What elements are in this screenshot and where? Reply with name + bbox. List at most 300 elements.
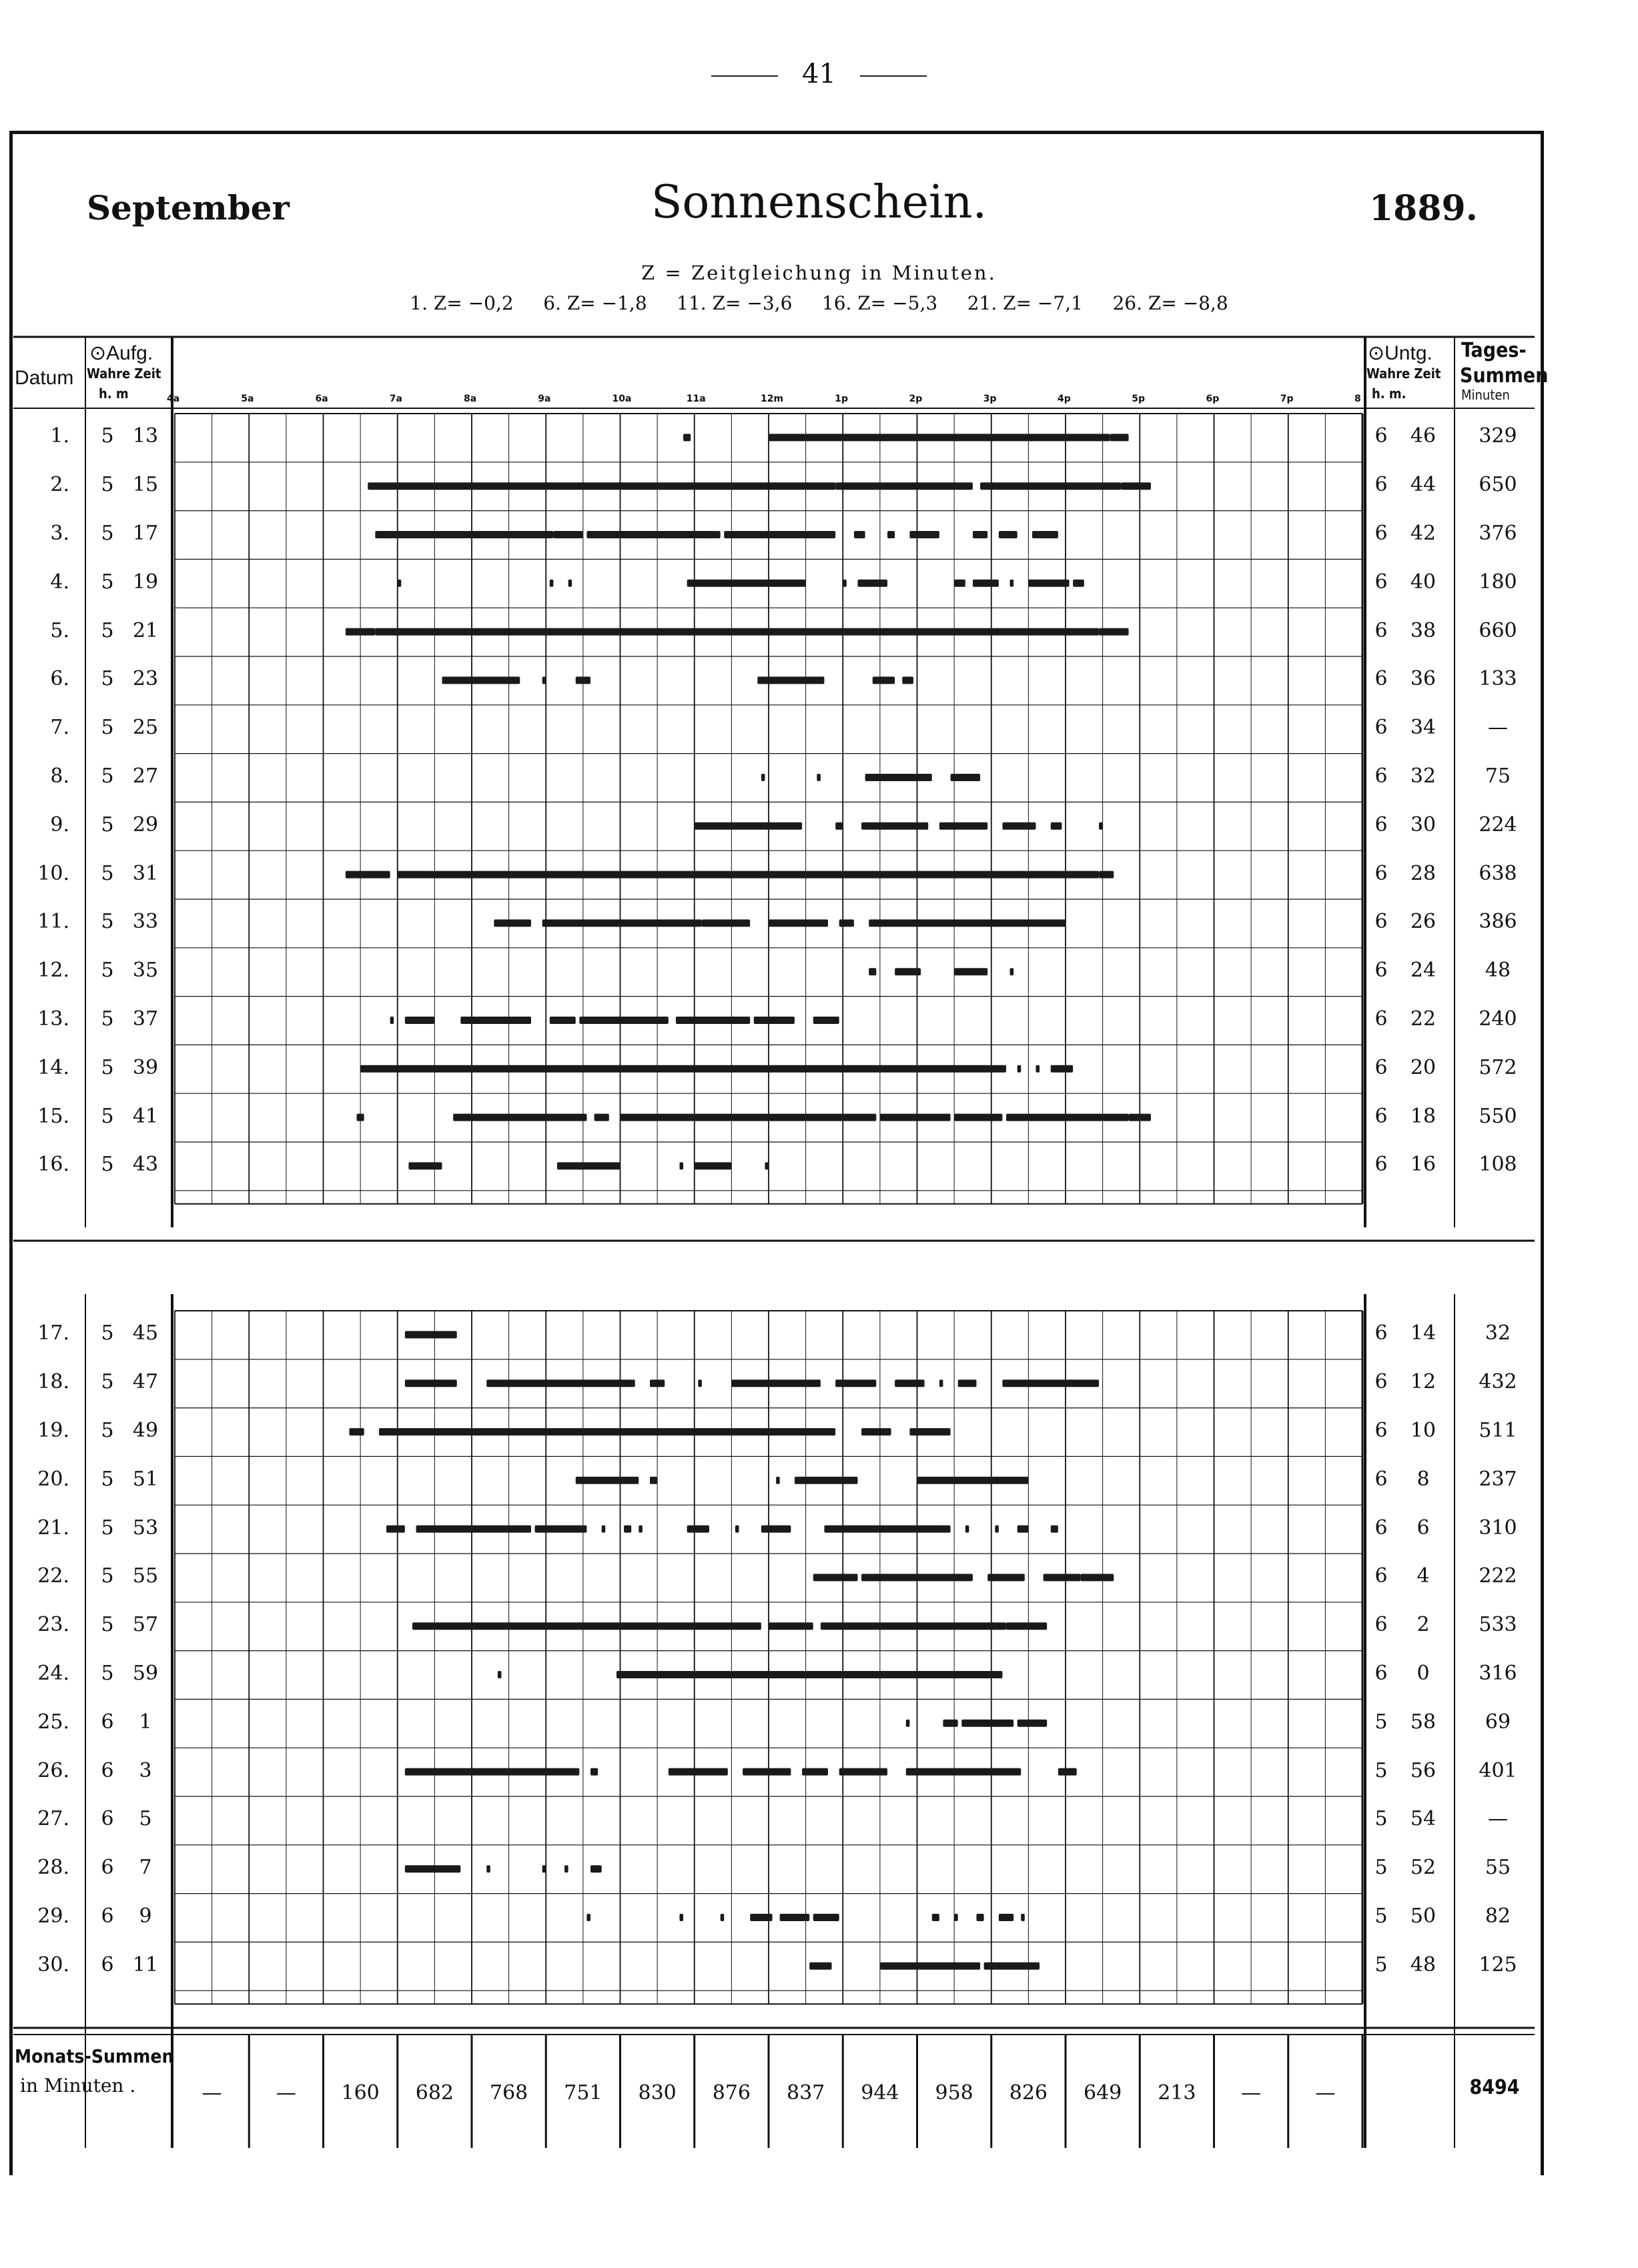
page-number-text: 41 bbox=[802, 59, 836, 89]
sunshine-trace bbox=[564, 1865, 568, 1872]
monthly-sum-cell: 160 bbox=[341, 2081, 380, 2105]
sunshine-trace bbox=[590, 1865, 602, 1872]
sunshine-trace bbox=[909, 531, 939, 538]
sunshine-trace bbox=[621, 1114, 769, 1121]
sunset-hour-cell: 6 bbox=[1374, 522, 1388, 545]
sunset-hour-cell: 6 bbox=[1374, 1419, 1388, 1442]
daily-sum-cell: 310 bbox=[1479, 1516, 1517, 1540]
sunset-minute-cell: 52 bbox=[1410, 1856, 1437, 1880]
sunshine-trace bbox=[669, 1768, 728, 1776]
sunrise-hour-cell: 5 bbox=[101, 1321, 114, 1345]
sunshine-trace bbox=[1017, 1065, 1021, 1073]
sunrise-minute-cell: 31 bbox=[132, 861, 159, 885]
sunshine-trace bbox=[965, 1526, 969, 1533]
sunset-minute-cell: 48 bbox=[1410, 1952, 1437, 1976]
sunset-minute-cell: 26 bbox=[1410, 910, 1437, 934]
sunset-minute-cell: 2 bbox=[1416, 1613, 1430, 1637]
grand-total-cell: 8494 bbox=[1469, 2076, 1520, 2099]
daily-sum-cell: 75 bbox=[1485, 764, 1511, 788]
sunshine-trace bbox=[895, 1379, 925, 1387]
daily-sum-cell: 55 bbox=[1485, 1856, 1511, 1880]
sunrise-hour-cell: 5 bbox=[101, 424, 114, 448]
sunshine-trace bbox=[550, 1017, 576, 1024]
sunshine-trace bbox=[813, 1574, 858, 1581]
datum-header: Datum bbox=[15, 367, 74, 389]
hour-tick-label: 6a bbox=[315, 394, 328, 404]
date-cell: 14. bbox=[37, 1055, 69, 1079]
sunrise-hour-cell: 5 bbox=[101, 1662, 114, 1685]
sunshine-trace bbox=[386, 1526, 405, 1533]
sunrise-minute-cell: 5 bbox=[139, 1807, 152, 1831]
sunshine-trace bbox=[1032, 531, 1058, 538]
date-cell: 10. bbox=[37, 861, 69, 885]
sunshine-trace bbox=[442, 676, 520, 684]
sunset-minute-cell: 10 bbox=[1410, 1419, 1437, 1442]
daily-sum-cell: — bbox=[1488, 1807, 1508, 1831]
sunshine-trace bbox=[405, 1865, 460, 1872]
hour-tick-label: 6p bbox=[1206, 394, 1220, 404]
sunset-minute-cell: 22 bbox=[1410, 1007, 1437, 1031]
sunshine-trace bbox=[765, 1162, 769, 1169]
sunshine-trace bbox=[824, 1526, 950, 1533]
sunshine-trace bbox=[568, 580, 572, 587]
sunrise-hour-cell: 5 bbox=[101, 1153, 114, 1177]
sunrise-hour-cell: 5 bbox=[101, 716, 114, 740]
sunshine-trace bbox=[802, 1768, 828, 1776]
sunrise-hour-cell: 5 bbox=[101, 667, 114, 691]
sunshine-trace bbox=[453, 1114, 586, 1121]
daily-sum-cell: 316 bbox=[1479, 1662, 1517, 1685]
sunshine-trace bbox=[702, 919, 750, 927]
sunset-true-time-header: Wahre Zeit bbox=[1366, 366, 1441, 382]
sunshine-trace bbox=[1028, 580, 1069, 587]
date-cell: 3. bbox=[50, 522, 69, 545]
daily-sum-cell: 650 bbox=[1479, 473, 1517, 497]
sunshine-trace bbox=[780, 1914, 810, 1921]
daily-sum-cell: 660 bbox=[1479, 618, 1517, 642]
sunrise-minute-cell: 1 bbox=[139, 1710, 152, 1734]
sunshine-trace bbox=[553, 531, 583, 538]
daily-sum-cell: — bbox=[1488, 716, 1508, 740]
sunrise-hour-cell: 6 bbox=[101, 1904, 114, 1928]
sunshine-trace bbox=[550, 580, 554, 587]
sunrise-hour-cell: 6 bbox=[101, 1710, 114, 1734]
sunshine-trace bbox=[405, 1331, 457, 1338]
sunrise-hour-cell: 5 bbox=[101, 1055, 114, 1079]
sunshine-trace bbox=[906, 1720, 910, 1727]
sunshine-trace bbox=[873, 676, 895, 684]
sunshine-trace bbox=[954, 1114, 1002, 1121]
sunshine-trace bbox=[1051, 1526, 1058, 1533]
monthly-sum-cell: — bbox=[1241, 2081, 1262, 2105]
sunshine-trace bbox=[1021, 1914, 1025, 1921]
sunrise-minute-cell: 29 bbox=[132, 812, 159, 836]
sunshine-trace bbox=[1006, 1622, 1047, 1630]
sunset-hour-cell: 6 bbox=[1374, 1153, 1388, 1177]
sunshine-trace bbox=[695, 822, 802, 830]
sunshine-trace bbox=[1006, 1114, 1129, 1121]
hour-tick-label: 10a bbox=[612, 394, 632, 404]
sunshine-trace bbox=[542, 1865, 546, 1872]
date-cell: 21. bbox=[37, 1516, 69, 1540]
sunset-minute-cell: 46 bbox=[1410, 424, 1437, 448]
sunshine-trace bbox=[973, 531, 987, 538]
sunshine-trace bbox=[1073, 580, 1084, 587]
sunrise-minute-cell: 11 bbox=[132, 1952, 159, 1976]
sunshine-trace bbox=[769, 1114, 876, 1121]
monthly-sum-cell: 826 bbox=[1009, 2081, 1048, 2105]
sunset-header: ⊙Untg. bbox=[1368, 342, 1432, 364]
monthly-sum-cell: — bbox=[276, 2081, 296, 2105]
hour-tick-label: 5p bbox=[1132, 394, 1146, 404]
date-cell: 23. bbox=[37, 1613, 69, 1637]
monthly-sum-cell: — bbox=[201, 2081, 222, 2105]
sunset-hour-cell: 6 bbox=[1374, 618, 1388, 642]
date-cell: 13. bbox=[37, 1007, 69, 1031]
sunshine-trace bbox=[769, 919, 828, 927]
hour-tick-label: 12m bbox=[761, 394, 784, 404]
hour-tick-label: 9a bbox=[538, 394, 551, 404]
sunshine-trace bbox=[869, 968, 876, 975]
equation-value: 21. Z= −7,1 bbox=[967, 292, 1083, 314]
sunshine-trace bbox=[761, 1526, 791, 1533]
date-cell: 5. bbox=[50, 618, 69, 642]
sunshine-trace bbox=[405, 1379, 457, 1387]
sunshine-trace bbox=[943, 1720, 957, 1727]
sunset-hour-cell: 6 bbox=[1374, 1321, 1388, 1345]
sunset-minute-cell: 50 bbox=[1410, 1904, 1437, 1928]
sunset-hour-cell: 5 bbox=[1374, 1856, 1388, 1880]
sunrise-hour-cell: 5 bbox=[101, 910, 114, 934]
sunshine-trace bbox=[995, 1526, 999, 1533]
sunshine-trace bbox=[1080, 1574, 1114, 1581]
sunrise-minute-cell: 49 bbox=[132, 1419, 159, 1442]
daily-sum-cell: 376 bbox=[1479, 522, 1517, 545]
sunrise-minute-cell: 15 bbox=[132, 473, 159, 497]
sunset-hour-cell: 6 bbox=[1374, 910, 1388, 934]
sunshine-trace bbox=[858, 580, 888, 587]
sunshine-trace bbox=[869, 919, 1066, 927]
sunshine-trace bbox=[375, 628, 1099, 636]
sunshine-trace bbox=[839, 1768, 887, 1776]
sunshine-trace bbox=[1129, 1114, 1151, 1121]
sunrise-hour-cell: 6 bbox=[101, 1807, 114, 1831]
monthly-sum-cell: 876 bbox=[712, 2081, 751, 2105]
sunshine-trace bbox=[349, 1428, 364, 1436]
date-cell: 30. bbox=[37, 1952, 69, 1976]
sunshine-trace bbox=[698, 1379, 702, 1387]
sunshine-trace bbox=[1044, 1574, 1081, 1581]
sunshine-trace bbox=[735, 1526, 739, 1533]
sunset-hour-cell: 6 bbox=[1374, 1613, 1388, 1637]
sunset-minute-cell: 8 bbox=[1416, 1467, 1430, 1491]
sunshine-trace bbox=[1017, 1720, 1048, 1727]
sunshine-trace bbox=[1051, 822, 1062, 830]
sunrise-hour-cell: 5 bbox=[101, 473, 114, 497]
sunset-minute-cell: 20 bbox=[1410, 1055, 1437, 1079]
sunshine-trace bbox=[586, 1914, 590, 1921]
sunrise-hour-cell: 5 bbox=[101, 1613, 114, 1637]
sunset-minute-cell: 40 bbox=[1410, 570, 1437, 594]
date-cell: 12. bbox=[37, 959, 69, 983]
sunrise-hour-cell: 5 bbox=[101, 959, 114, 983]
sunshine-trace bbox=[379, 1428, 835, 1436]
sunshine-trace bbox=[954, 1914, 958, 1921]
date-cell: 29. bbox=[37, 1904, 69, 1928]
monthly-sum-cell: 649 bbox=[1083, 2081, 1122, 2105]
sunshine-trace bbox=[695, 1162, 732, 1169]
monthly-sum-cell: 682 bbox=[415, 2081, 454, 2105]
date-cell: 4. bbox=[50, 570, 69, 594]
daily-sum-header-3: Minuten bbox=[1461, 387, 1510, 403]
sunshine-trace bbox=[408, 1162, 442, 1169]
sunshine-trace bbox=[617, 1671, 1003, 1678]
sunshine-trace bbox=[486, 1865, 490, 1872]
date-cell: 15. bbox=[37, 1104, 69, 1128]
sunshine-trace bbox=[757, 676, 824, 684]
daily-sum-cell: 224 bbox=[1479, 812, 1517, 836]
sunshine-trace bbox=[1036, 1065, 1040, 1073]
sunrise-minute-cell: 19 bbox=[132, 570, 159, 594]
sunshine-trace bbox=[795, 1477, 858, 1484]
sunset-minute-cell: 56 bbox=[1410, 1758, 1437, 1782]
sunshine-trace bbox=[1051, 1065, 1073, 1073]
date-cell: 20. bbox=[37, 1467, 69, 1491]
sunset-hour-cell: 5 bbox=[1374, 1807, 1388, 1831]
equation-value: 1. Z= −0,2 bbox=[410, 292, 514, 314]
sunset-minute-cell: 42 bbox=[1410, 522, 1437, 545]
sunshine-trace bbox=[486, 1379, 635, 1387]
sunshine-trace bbox=[939, 1379, 943, 1387]
sunshine-trace bbox=[602, 1526, 606, 1533]
sunshine-trace bbox=[951, 774, 981, 781]
sunshine-trace bbox=[776, 1477, 780, 1484]
sunrise-hour-cell: 5 bbox=[101, 570, 114, 594]
sunshine-trace bbox=[676, 1017, 750, 1024]
daily-sum-cell: 108 bbox=[1479, 1153, 1517, 1177]
date-cell: 28. bbox=[37, 1856, 69, 1880]
sunshine-trace bbox=[1002, 1379, 1099, 1387]
sunshine-trace bbox=[835, 822, 843, 830]
sunshine-trace bbox=[498, 1671, 502, 1678]
sunshine-trace bbox=[984, 1962, 1040, 1970]
sunshine-trace bbox=[939, 822, 987, 830]
sunset-hour-cell: 6 bbox=[1374, 473, 1388, 497]
sunshine-trace bbox=[639, 1526, 643, 1533]
sunset-hour-cell: 5 bbox=[1374, 1710, 1388, 1734]
sunset-hour-cell: 6 bbox=[1374, 1007, 1388, 1031]
sunrise-minute-cell: 57 bbox=[132, 1613, 159, 1637]
sunrise-hour-cell: 5 bbox=[101, 1419, 114, 1442]
sunset-minute-cell: 12 bbox=[1410, 1370, 1437, 1394]
hour-tick-label: 7p bbox=[1280, 394, 1294, 404]
sunshine-trace bbox=[754, 1017, 795, 1024]
sunrise-hour-cell: 5 bbox=[101, 1104, 114, 1128]
sunshine-trace bbox=[861, 1574, 973, 1581]
date-cell: 17. bbox=[37, 1321, 69, 1345]
monthly-sum-cell: 944 bbox=[861, 2081, 899, 2105]
sunshine-trace bbox=[405, 1768, 579, 1776]
sunrise-minute-cell: 43 bbox=[132, 1153, 159, 1177]
sunrise-minute-cell: 45 bbox=[132, 1321, 159, 1345]
page-title: Sonnenschein. bbox=[651, 176, 987, 229]
sunset-hour-cell: 6 bbox=[1374, 1516, 1388, 1540]
sunshine-trace bbox=[1017, 1526, 1029, 1533]
date-cell: 16. bbox=[37, 1153, 69, 1177]
sunrise-minute-cell: 39 bbox=[132, 1055, 159, 1079]
daily-sum-cell: 572 bbox=[1479, 1055, 1517, 1079]
sunshine-trace bbox=[880, 1962, 980, 1970]
sunset-minute-cell: 54 bbox=[1410, 1807, 1437, 1831]
sunshine-trace bbox=[880, 1114, 951, 1121]
sunshine-trace bbox=[576, 676, 590, 684]
sunshine-trace bbox=[1099, 822, 1103, 830]
daily-sum-cell: 638 bbox=[1479, 861, 1517, 885]
sunshine-trace bbox=[576, 1477, 639, 1484]
equation-value: 26. Z= −8,8 bbox=[1112, 292, 1228, 314]
sunrise-minute-cell: 51 bbox=[132, 1467, 159, 1491]
sunshine-trace bbox=[724, 531, 835, 538]
sunset-minute-cell: 30 bbox=[1410, 812, 1437, 836]
sunshine-trace bbox=[973, 580, 999, 587]
sunset-minute-cell: 28 bbox=[1410, 861, 1437, 885]
daily-sum-cell: 48 bbox=[1485, 959, 1511, 983]
sunrise-hour-cell: 6 bbox=[101, 1952, 114, 1976]
sunset-hour-cell: 6 bbox=[1374, 1467, 1388, 1491]
sunset-hour-cell: 6 bbox=[1374, 861, 1388, 885]
sunrise-minute-cell: 25 bbox=[132, 716, 159, 740]
equation-value: 6. Z= −1,8 bbox=[543, 292, 647, 314]
hour-tick-label: 7a bbox=[389, 394, 402, 404]
sunshine-trace bbox=[861, 822, 928, 830]
sunrise-minute-cell: 55 bbox=[132, 1564, 159, 1588]
sunset-hour-cell: 6 bbox=[1374, 716, 1388, 740]
sunrise-hour-cell: 5 bbox=[101, 1007, 114, 1031]
sunset-hour-cell: 6 bbox=[1374, 764, 1388, 788]
date-cell: 1. bbox=[50, 424, 69, 448]
sunrise-hour-cell: 5 bbox=[101, 861, 114, 885]
sunrise-header: ⊙Aufg. bbox=[89, 342, 153, 364]
hour-tick-label: 8 bbox=[1354, 394, 1361, 404]
date-cell: 19. bbox=[37, 1419, 69, 1442]
daily-sum-cell: 432 bbox=[1479, 1370, 1517, 1394]
daily-sum-cell: 133 bbox=[1479, 667, 1517, 691]
sunshine-trace bbox=[895, 968, 921, 975]
sunset-hour-cell: 6 bbox=[1374, 570, 1388, 594]
sunshine-trace bbox=[346, 871, 390, 879]
sunshine-trace bbox=[412, 1622, 761, 1630]
sunset-hour-cell: 6 bbox=[1374, 667, 1388, 691]
sunrise-hour-cell: 5 bbox=[101, 1467, 114, 1491]
sunshine-trace bbox=[961, 1720, 1013, 1727]
sunrise-minute-cell: 23 bbox=[132, 667, 159, 691]
daily-sum-cell: 533 bbox=[1479, 1613, 1517, 1637]
sunset-hour-cell: 6 bbox=[1374, 1370, 1388, 1394]
daily-sum-cell: 401 bbox=[1479, 1758, 1517, 1782]
daily-sum-cell: 125 bbox=[1479, 1952, 1517, 1976]
sunshine-trace bbox=[579, 1017, 669, 1024]
date-cell: 8. bbox=[50, 764, 69, 788]
sunshine-trace bbox=[398, 580, 402, 587]
equation-value: 11. Z= −3,6 bbox=[677, 292, 793, 314]
sunshine-trace bbox=[769, 1622, 813, 1630]
sunshine-trace bbox=[416, 1526, 531, 1533]
sunrise-hour-cell: 5 bbox=[101, 1516, 114, 1540]
sunrise-minute-cell: 9 bbox=[139, 1904, 152, 1928]
sunshine-trace bbox=[535, 1526, 587, 1533]
sunshine-trace bbox=[999, 531, 1017, 538]
daily-sum-cell: 329 bbox=[1479, 424, 1517, 448]
sunshine-trace bbox=[594, 1114, 609, 1121]
sunrise-true-time-header: Wahre Zeit bbox=[87, 366, 161, 382]
sunset-minute-cell: 16 bbox=[1410, 1153, 1437, 1177]
date-cell: 24. bbox=[37, 1662, 69, 1685]
sunshine-trace bbox=[865, 774, 932, 781]
sunset-hour-cell: 6 bbox=[1374, 1564, 1388, 1588]
date-cell: 27. bbox=[37, 1807, 69, 1831]
sunrise-minute-cell: 53 bbox=[132, 1516, 159, 1540]
sunset-hour-cell: 6 bbox=[1374, 959, 1388, 983]
sunrise-minute-cell: 59 bbox=[132, 1662, 159, 1685]
month-label: September bbox=[87, 188, 290, 227]
sunshine-trace bbox=[909, 1428, 950, 1436]
sunshine-trace bbox=[1002, 822, 1036, 830]
sunshine-trace bbox=[687, 1526, 709, 1533]
sunshine-trace bbox=[542, 919, 702, 927]
sunrise-hour-cell: 6 bbox=[101, 1758, 114, 1782]
hour-tick-label: 5a bbox=[241, 394, 254, 404]
sunset-hour-cell: 6 bbox=[1374, 1055, 1388, 1079]
sunrise-hm-header: h. m bbox=[99, 386, 129, 402]
monthly-sum-cell: 751 bbox=[564, 2081, 602, 2105]
sunshine-trace bbox=[1010, 580, 1014, 587]
sunrise-minute-cell: 37 bbox=[132, 1007, 159, 1031]
hour-tick-label: 4p bbox=[1058, 394, 1071, 404]
monthly-sum-cell: — bbox=[1315, 2081, 1336, 2105]
sunshine-trace bbox=[954, 968, 987, 975]
monthly-sum-cell: 830 bbox=[638, 2081, 677, 2105]
monthly-sum-cell: 958 bbox=[935, 2081, 973, 2105]
sunrise-hour-cell: 5 bbox=[101, 764, 114, 788]
sunshine-trace bbox=[813, 1017, 839, 1024]
hour-tick-label: 4a bbox=[167, 394, 180, 404]
sunrise-minute-cell: 13 bbox=[132, 424, 159, 448]
sunshine-trace bbox=[460, 1017, 531, 1024]
monthly-sums-unit-label: in Minuten . bbox=[20, 2075, 136, 2097]
date-cell: 25. bbox=[37, 1710, 69, 1734]
sunshine-trace bbox=[687, 580, 806, 587]
sunshine-trace bbox=[1099, 628, 1129, 636]
sunshine-trace bbox=[624, 1526, 631, 1533]
daily-sum-header-2: Summen bbox=[1460, 364, 1549, 388]
sunrise-hour-cell: 6 bbox=[101, 1856, 114, 1880]
sunset-hm-header: h. m. bbox=[1372, 386, 1406, 402]
hour-tick-label: 1p bbox=[835, 394, 849, 404]
sunshine-trace bbox=[854, 531, 865, 538]
daily-sum-cell: 222 bbox=[1479, 1564, 1517, 1588]
sunshine-trace bbox=[680, 1914, 684, 1921]
sunrise-minute-cell: 27 bbox=[132, 764, 159, 788]
date-cell: 22. bbox=[37, 1564, 69, 1588]
sunset-hour-cell: 6 bbox=[1374, 1104, 1388, 1128]
monthly-sum-cell: 213 bbox=[1158, 2081, 1196, 2105]
daily-sum-cell: 32 bbox=[1485, 1321, 1511, 1345]
sunrise-hour-cell: 5 bbox=[101, 522, 114, 545]
sunshine-trace bbox=[650, 1379, 665, 1387]
sunset-minute-cell: 14 bbox=[1410, 1321, 1437, 1345]
sunrise-minute-cell: 17 bbox=[132, 522, 159, 545]
sunshine-trace bbox=[368, 482, 835, 490]
